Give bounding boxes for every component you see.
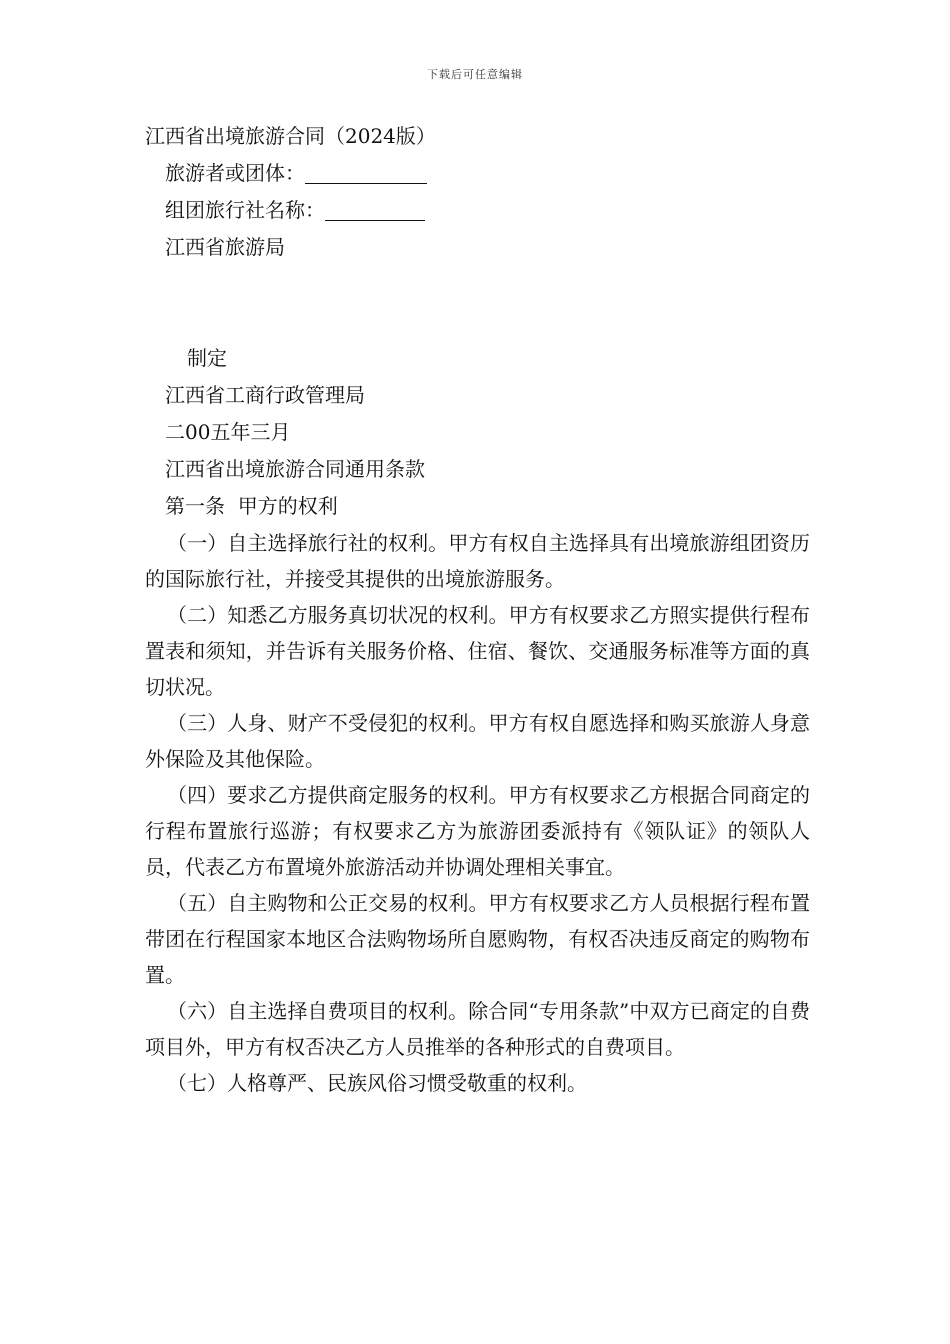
header-note: 下载后可任意编辑 [427,68,523,81]
clause-1: （一）自主选择旅行社的权利。甲方有权自主选择具有出境旅游组团资历的国际旅行社，并接受其提供的出境旅游服务。 [145,531,810,591]
clause-7: （七）人格尊严、民族风俗习惯受敬重的权利。 [167,1071,587,1095]
spacer [145,266,810,340]
clause-2: （二）知悉乙方服务真切状况的权利。甲方有权要求乙方照实提供行程布置表和须知，并告诉有关服务价格、住宿、餐饮、交通服务标准等方面的真切状况。 [145,603,810,699]
issuer-tourism-bureau: 江西省旅游局 [165,235,285,259]
clause-3: （三）人身、财产不受侵犯的权利。甲方有权自愿选择和购买旅游人身意外保险及其他保险。 [145,711,810,771]
made-label: 制定 [187,346,227,370]
traveler-blank[interactable] [305,159,427,184]
traveler-label: 旅游者或团体： [165,161,305,185]
clause-6: （六）自主选择自费项目的权利。除合同“专用条款”中双方已商定的自费项目外，甲方有权否决乙方人员推举的各种形式的自费项目。 [145,999,810,1059]
issuer-commerce-bureau: 江西省工商行政管理局 [165,383,365,407]
section-title: 江西省出境旅游合同通用条款 [165,457,425,481]
contract-title: 江西省出境旅游合同（2024版） [145,124,436,148]
document-body [145,118,810,1101]
article-title: 第一条 甲方的权利 [165,494,338,518]
issue-date: 二00五年三月 [165,420,291,444]
agency-field [145,192,810,229]
agency-label: 组团旅行社名称： [165,198,325,222]
clause-5: （五）自主购物和公正交易的权利。甲方有权要求乙方人员根据行程布置带团在行程国家本地区合法购物场所自愿购物，有权否决违反商定的购物布置。 [145,891,810,987]
agency-blank[interactable] [325,196,425,221]
traveler-field [145,155,810,192]
clause-4: （四）要求乙方提供商定服务的权利。甲方有权要求乙方根据合同商定的行程布置旅行巡游；有权要求乙方为旅游团委派持有《领队证》的领队人员，代表乙方布置境外旅游活动并协调处理相关事宜。 [145,783,810,879]
